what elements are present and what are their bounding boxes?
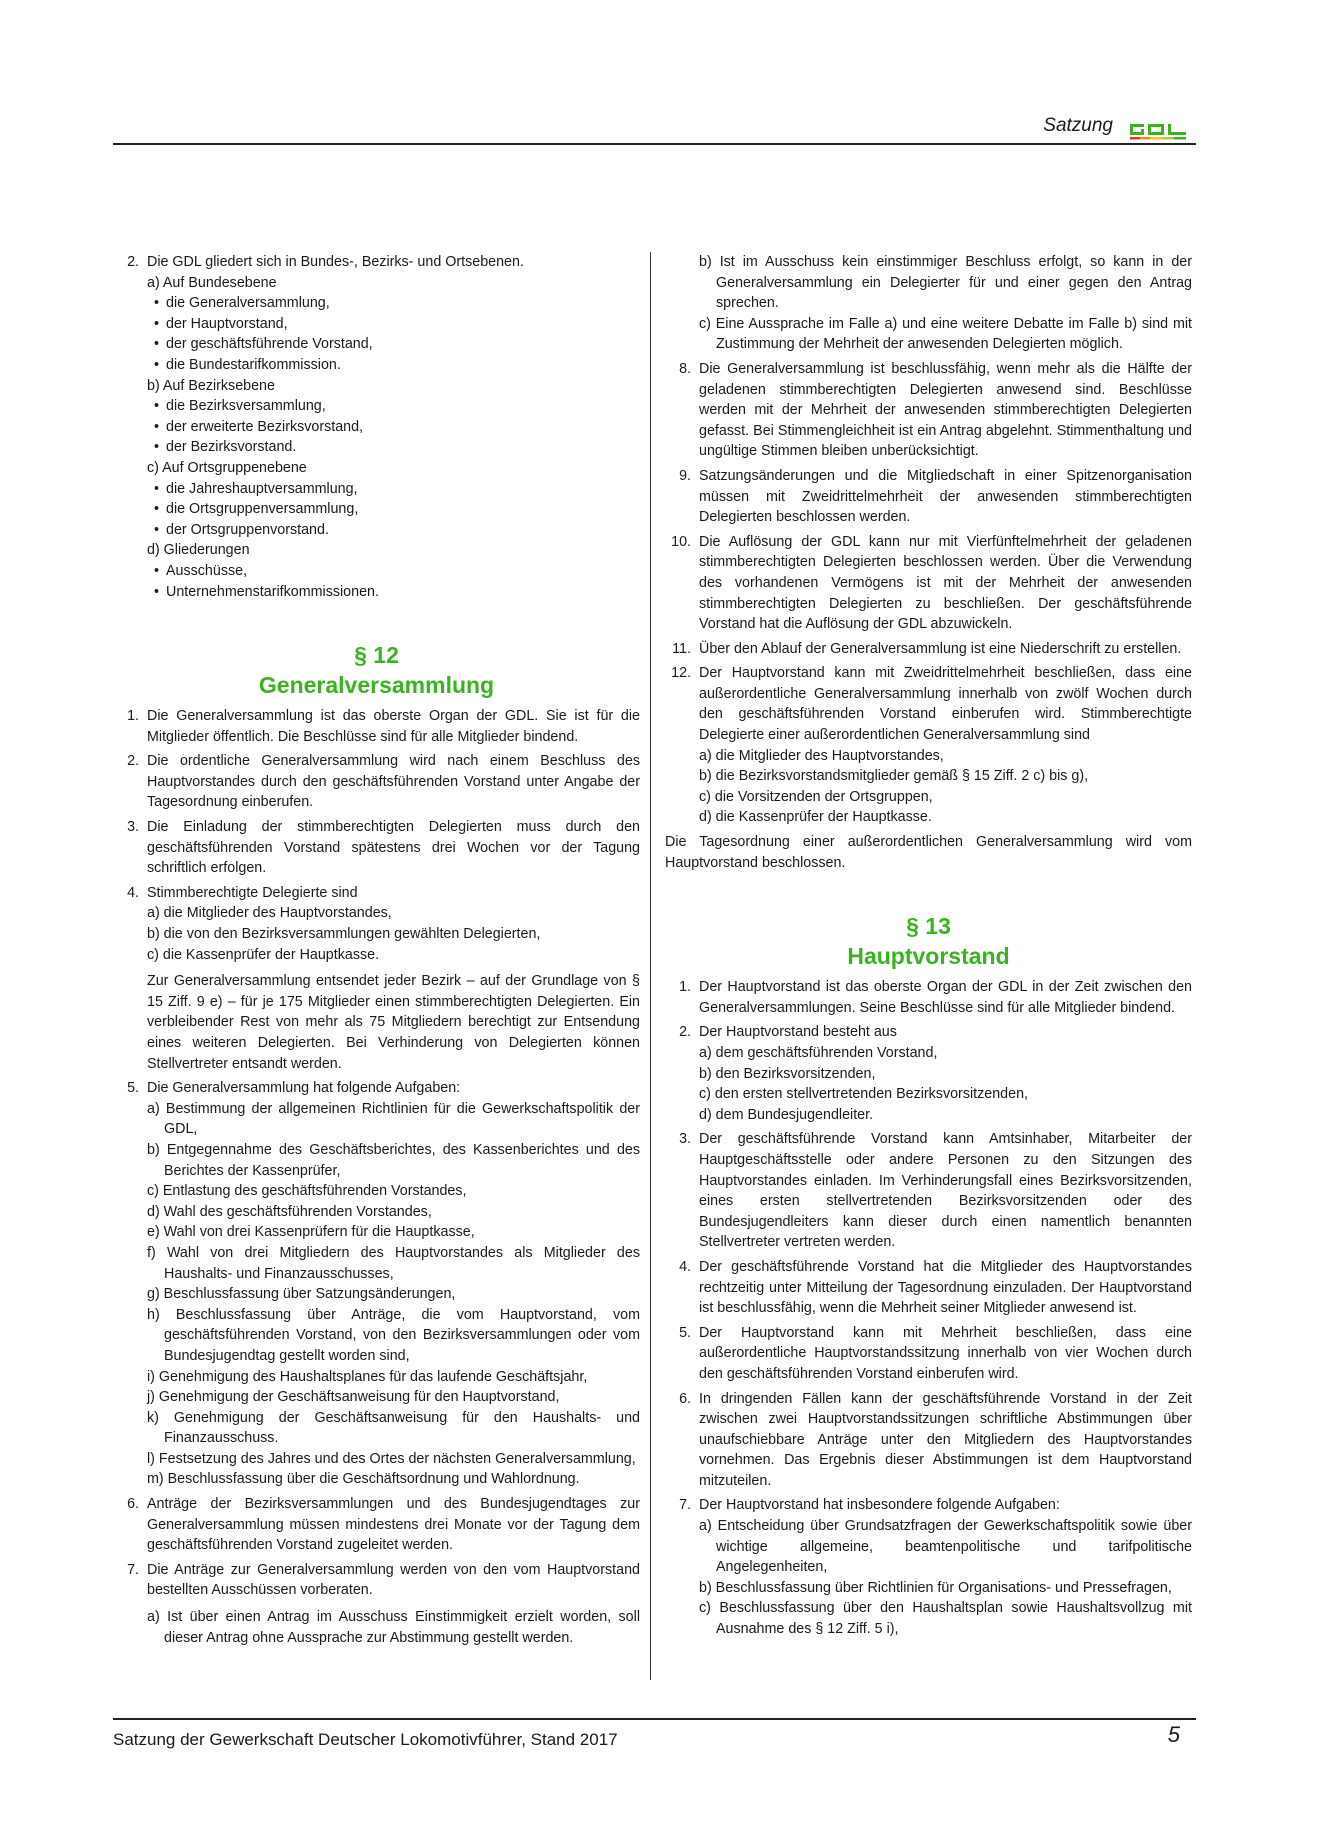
sub-item: g) Beschlussfassung über Satzungsänderungen, (147, 1286, 456, 1303)
list-item (113, 751, 640, 813)
item-text: Der geschäftsführende Vorstand kann Amtsinhaber, Mitarbeiter der Hauptgeschäftsstelle oder andere Personen zu den Sitzungen des Hauptvorstandes einladen. Im Verhinderungsfall eines Bezirksvorsitzenden, eines ersten stellvertretenden Bezirksvorsitzenden oder des Bundesjugendleiters kann dieser durch einen namentlich benannten Stellvertreter vertreten werden. (699, 1131, 1192, 1251)
sub-item: b) die von den Bezirksversammlungen gewählten Delegierten, (147, 926, 541, 943)
bullet-item: • der Hauptvorstand, (147, 314, 640, 335)
bullet-item: • die Generalversammlung, (147, 293, 640, 314)
sub-item: c) Beschlussfassung über den Haushaltsplan sowie Haushaltsvollzug mit Ausnahme des § 12 Ziff. 5 i), (699, 1600, 1192, 1638)
item-number: 4. (679, 1258, 691, 1275)
gdl-logo-icon (1128, 120, 1190, 142)
sub-item: c) Eine Aussprache im Falle a) und eine weitere Debatte im Falle b) sind mit Zustimmung der Mehrheit der anwesenden Delegierten möglich. (699, 315, 1192, 353)
item-number: 6. (127, 1496, 139, 1513)
sub-item: h) Beschlussfassung über Anträge, die vom Hauptvorstand, vom geschäftsführenden Vorstand, von den Bezirksversammlungen oder vom Bundesjugendtag gestellt worden sind, (147, 1306, 640, 1364)
left-column (113, 252, 640, 1652)
footer-text: Satzung der Gewerkschaft Deutscher Lokomotivführer, Stand 2017 (113, 1730, 618, 1749)
item-number: 8. (679, 360, 691, 377)
list-item (665, 1022, 1192, 1125)
sub-heading: c) Auf Ortsgruppenebene (147, 459, 307, 476)
item-number: 9. (679, 467, 691, 484)
item-text: Die Anträge zur Generalversammlung werden von den vom Hauptvorstand bestellten Ausschüssen vorberaten. (147, 1561, 640, 1599)
bullet-item: • Ausschüsse, (147, 561, 640, 582)
bullet-item: • der Bezirksvorstand. (147, 437, 640, 458)
item-number: 7. (127, 1561, 139, 1578)
sub-item: l) Festsetzung des Jahres und des Ortes der nächsten Generalversammlung, (147, 1450, 636, 1467)
bullet-item: • der geschäftsführende Vorstand, (147, 334, 640, 355)
list-item (665, 977, 1192, 1018)
item-text: Der Hauptvorstand kann mit Zweidrittelmehrheit beschließen, dass eine außerordentliche Generalversammlung innerhalb von zwölf Wochen durch den geschäftsführenden Vorstand einberufen wird. Stimmberechtigte Delegierte einer außerordentlichen Generalversammlung sind (699, 665, 1192, 744)
item-number: 10. (671, 533, 691, 550)
section-title: Hauptvorstand (847, 943, 1010, 970)
sub-item: c) die Kassenprüfer der Hauptkasse. (147, 946, 380, 963)
item-text: Der geschäftsführende Vorstand hat die Mitglieder des Hauptvorstandes rechtzeitig unter Mitteilung der Tagesordnung einzuladen. Der Hauptvorstand ist beschlussfähig, wenn die Mehrheit seiner Mitglieder anwesend ist. (699, 1258, 1192, 1317)
item-text: Anträge der Bezirksversammlungen und des Bundesjugendtages zur Generalversammlung müssen mindestens drei Monate vor der Tagung dem geschäftsführenden Vorstand zugeleitet werden. (147, 1496, 640, 1554)
sub-item: b) den Bezirksvorsitzenden, (699, 1065, 876, 1082)
list-item (665, 639, 1192, 660)
item-text: Satzungsänderungen und die Mitgliedschaft in einer Spitzenorganisation müssen mit Zweidrittelmehrheit der anwesenden stimmberechtigten Delegierten beschlossen werden. (699, 467, 1192, 526)
list-item (665, 1389, 1192, 1492)
item-text: Die ordentliche Generalversammlung wird nach einem Beschluss des Hauptvorstandes durch den geschäftsführenden Vorstand unter Angabe der Tagesordnung einberufen. (147, 753, 640, 811)
item-text: In dringenden Fällen kann der geschäftsführende Vorstand in der Zeit zwischen zwei Hauptvorstandssitzungen schriftliche Abstimmungen über unaufschiebbare Anträge unter den Mitgliedern des Hauptvorstandes vornehmen. Das Ergebnis dieser Abstimmungen ist dem Hauptvorstand mitzuteilen. (699, 1390, 1192, 1489)
sub-item: d) Wahl des geschäftsführenden Vorstandes, (147, 1203, 432, 1220)
closing-paragraph: Die Tagesordnung einer außerordentlichen Generalversammlung wird vom Hauptvorstand beschlossen. (665, 834, 1192, 871)
sub-item: a) dem geschäftsführenden Vorstand, (699, 1045, 938, 1061)
section-number: § 13 (906, 913, 951, 940)
sub-item: a) Ist über einen Antrag im Ausschuss Einstimmigkeit erzielt worden, soll dieser Antrag ohne Aussprache zur Abstimmung gestellt werden. (147, 1609, 640, 1646)
item-text: Die GDL gliedert sich in Bundes-, Bezirks- und Ortsebenen. (147, 254, 524, 270)
sub-item: b) Ist im Ausschuss kein einstimmiger Beschluss erfolgt, so kann in der Generalversammlung ein Delegierter für und einer gegen den Antrag sprechen. (699, 254, 1192, 312)
item-number: 1. (679, 979, 691, 996)
item-text: Der Hauptvorstand hat insbesondere folgende Aufgaben: (699, 1497, 1060, 1514)
item-number: 3. (127, 819, 139, 836)
item-text: Stimmberechtigte Delegierte sind (147, 884, 358, 901)
list-item (665, 466, 1192, 528)
sub-heading: d) Gliederungen (147, 542, 250, 559)
sub-item: a) Bestimmung der allgemeinen Richtlinien für die Gewerkschaftspolitik der GDL, (147, 1100, 640, 1138)
list-item (665, 663, 1192, 828)
item-number: 1. (127, 708, 139, 725)
bullet-item: • die Bundestarifkommission. (147, 355, 640, 376)
sub-item: f) Wahl von drei Mitgliedern des Hauptvorstandes als Mitglieder des Haushalts- und Finanzausschusses, (147, 1244, 640, 1282)
item-text: Der Hauptvorstand ist das oberste Organ der GDL in der Zeit zwischen den Generalversammlungen. Seine Beschlüsse sind für alle Mitglieder bindend. (699, 979, 1192, 1016)
item-text: Der Hauptvorstand kann mit Mehrheit beschließen, dass eine außerordentliche Hauptvorstandssitzung innerhalb von vier Wochen durch den geschäftsführenden Vorstand einberufen wird. (699, 1324, 1192, 1382)
item-number: 4. (127, 884, 139, 901)
item-number: 6. (679, 1390, 691, 1407)
sub-item: b) Beschlussfassung über Richtlinien für Organisations- und Pressefragen, (699, 1579, 1172, 1596)
item-number: 2. (127, 254, 139, 270)
item-paragraph: Zur Generalversammlung entsendet jeder Bezirk – auf der Grundlage von § 15 Ziff. 9 e) – für je 175 Mitglieder einen stimmberechtigten Delegierten. Ein verbleibender Rest von mehr als 75 Mitgliedern berechtigt zur Entsendung eines weiteren Delegierten. Bei Verhinderung von Delegierten können Stellvertreter entsandt werden. (147, 973, 640, 1072)
list-item (113, 1494, 640, 1556)
list-item (665, 532, 1192, 635)
sub-heading: a) Auf Bundesebene (147, 274, 277, 291)
sub-item: c) Entlastung des geschäftsführenden Vorstandes, (147, 1183, 467, 1200)
item-number: 2. (679, 1024, 691, 1041)
list-item (665, 1495, 1192, 1639)
item-text: Die Auflösung der GDL kann nur mit Vierfünftelmehrheit der geladenen stimmberechtigten Delegierten beschlossen werden. Über die Verwendung des vorhandenen Vermögens ist mit der Mehrheit der anwesenden stimmberechtigten Delegierten zu beschließen. Der geschäftsführende Vorstand hat die Auflösung der GDL abzuwickeln. (699, 533, 1192, 633)
list-item (665, 1323, 1192, 1385)
item-number: 2. (127, 753, 139, 770)
list-item (113, 1560, 640, 1648)
list-item (113, 252, 640, 602)
right-column (665, 252, 1192, 1644)
section-number: § 12 (354, 642, 399, 669)
sub-item: j) Genehmigung der Geschäftsanweisung für den Hauptvorstand, (147, 1389, 560, 1406)
item-text: Die Generalversammlung ist das oberste Organ der GDL. Sie ist für die Mitglieder öffentlich. Die Beschlüsse sind für alle Mitglieder bindend. (147, 708, 640, 745)
sub-item: c) die Vorsitzenden der Ortsgruppen, (699, 788, 933, 805)
item-number: 5. (127, 1080, 139, 1097)
sub-item: m) Beschlussfassung über die Geschäftsordnung und Wahlordnung. (147, 1471, 580, 1488)
item-number: 7. (679, 1497, 691, 1514)
list-item (665, 1129, 1192, 1253)
list-item (665, 359, 1192, 462)
sub-heading: b) Auf Bezirksebene (147, 377, 275, 394)
sub-item: d) dem Bundesjugendleiter. (699, 1106, 874, 1123)
bullet-item: • der Ortsgruppenvorstand. (147, 520, 640, 541)
item-text: Die Generalversammlung ist beschlussfähig, wenn mehr als die Hälfte der geladenen stimmberechtigten Delegierten anwesend sind. Beschlüsse werden mit der Mehrheit der anwesenden stimmberechtigten Delegierten gefasst. Bei Stimmengleichheit ist ein Antrag abgelehnt. Stimmenthaltung und ungültige Stimmen bleiben unberücksichtigt. (699, 360, 1192, 460)
sub-item: c) den ersten stellvertretenden Bezirksvorsitzenden, (699, 1086, 1028, 1103)
continued-sub-items (665, 252, 1192, 355)
sub-item: d) die Kassenprüfer der Hauptkasse. (699, 809, 932, 826)
page-number: 5 (1167, 1722, 1180, 1747)
sub-item: b) Entgegennahme des Geschäftsberichtes, des Kassenberichtes und des Berichtes der Kassenprüfer, (147, 1141, 640, 1179)
item-number: 12. (671, 665, 691, 682)
list-item (113, 1078, 640, 1490)
bullet-item: • die Jahreshauptversammlung, (147, 479, 640, 500)
list-item (665, 1257, 1192, 1319)
header-divider (113, 143, 1196, 145)
item-number: 5. (679, 1324, 691, 1341)
item-text: Die Generalversammlung hat folgende Aufgaben: (147, 1080, 461, 1097)
item-text: Die Einladung der stimmberechtigten Delegierten muss durch den geschäftsführenden Vorstand spätestens drei Wochen vor der Tagung schriftlich erfolgen. (147, 819, 640, 877)
column-divider (650, 252, 651, 1680)
bullet-item: • der erweiterte Bezirksvorstand, (147, 417, 640, 438)
sub-item: e) Wahl von drei Kassenprüfern für die Hauptkasse, (147, 1224, 475, 1241)
header-title: Satzung (1043, 115, 1113, 136)
sub-item: a) die Mitglieder des Hauptvorstandes, (147, 905, 392, 922)
bullet-item: • die Bezirksversammlung, (147, 396, 640, 417)
sub-item: i) Genehmigung des Haushaltsplanes für das laufende Geschäftsjahr, (147, 1368, 588, 1385)
section-title: Generalversammlung (258, 672, 495, 699)
bullet-item: • die Ortsgruppenversammlung, (147, 499, 640, 520)
list-item (113, 706, 640, 747)
item-number: 11. (672, 640, 691, 657)
sub-item: b) die Bezirksvorstandsmitglieder gemäß § 15 Ziff. 2 c) bis g), (699, 768, 1089, 785)
item-number: 3. (679, 1131, 691, 1148)
sub-item: k) Genehmigung der Geschäftsanweisung für den Haushalts- und Finanzausschuss. (147, 1409, 640, 1447)
sub-item: a) Entscheidung über Grundsatzfragen der Gewerkschaftspolitik sowie über wichtige allgemeine, beamtenpolitische und tarifpolitische Angelegenheiten, (699, 1518, 1192, 1576)
item-text: Der Hauptvorstand besteht aus (699, 1024, 897, 1041)
item-text: Über den Ablauf der Generalversammlung ist eine Niederschrift zu erstellen. (699, 640, 1182, 657)
list-item (113, 883, 640, 1074)
list-item (113, 817, 640, 879)
sub-item: a) die Mitglieder des Hauptvorstandes, (699, 747, 944, 764)
bullet-item: • Unternehmenstarifkommissionen. (147, 582, 640, 603)
footer-divider (113, 1718, 1196, 1720)
